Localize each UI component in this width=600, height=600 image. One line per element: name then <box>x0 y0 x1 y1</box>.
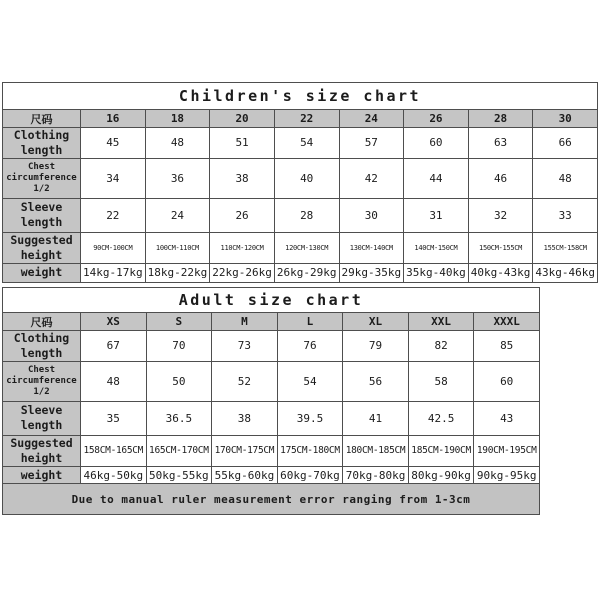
adult-size-header: M <box>212 313 278 331</box>
children-size-value: 18kg-22kg <box>145 263 210 282</box>
children-size-value: 130CM-140CM <box>339 232 404 263</box>
children-size-header: 24 <box>339 110 404 128</box>
children-size-value: 29kg-35kg <box>339 263 404 282</box>
adult-size-value: 48 <box>81 361 147 401</box>
children-row-label: Suggested height <box>3 232 81 263</box>
adult-size-value: 85 <box>474 331 540 362</box>
adult-size-value: 175CM-180CM <box>277 435 343 466</box>
adult-size-value: 79 <box>343 331 409 362</box>
adult-size-value: 41 <box>343 401 409 435</box>
children-size-value: 63 <box>468 128 533 159</box>
children-size-chart-table <box>2 82 598 283</box>
adult-row-label: Clothing length <box>3 331 81 362</box>
children-size-value: 120CM-130CM <box>274 232 339 263</box>
children-size-value: 57 <box>339 128 404 159</box>
adult-size-value: 39.5 <box>277 401 343 435</box>
children-size-value: 140CM-150CM <box>404 232 469 263</box>
table-row <box>3 435 540 466</box>
adult-title-row <box>3 288 540 313</box>
children-size-header: 26 <box>404 110 469 128</box>
children-size-value: 60 <box>404 128 469 159</box>
children-size-value: 24 <box>145 198 210 232</box>
adult-size-corner-label: 尺码 <box>3 313 81 331</box>
adult-row-label: Chest circumference 1/2 <box>3 361 81 401</box>
children-size-value: 33 <box>533 198 598 232</box>
adult-size-value: 60 <box>474 361 540 401</box>
adult-size-value: 46kg-50kg <box>81 466 147 484</box>
children-size-value: 155CM-158CM <box>533 232 598 263</box>
table-row <box>3 401 540 435</box>
children-size-value: 14kg-17kg <box>81 263 146 282</box>
adult-size-value: 90kg-95kg <box>474 466 540 484</box>
adult-size-value: 58 <box>408 361 474 401</box>
adult-row-label: Suggested height <box>3 435 81 466</box>
children-row-label: Clothing length <box>3 128 81 159</box>
table-row <box>3 232 598 263</box>
table-row <box>3 361 540 401</box>
children-size-value: 40kg-43kg <box>468 263 533 282</box>
children-size-value: 42 <box>339 158 404 198</box>
adult-size-value: 82 <box>408 331 474 362</box>
adult-size-header: XL <box>343 313 409 331</box>
adult-size-value: 42.5 <box>408 401 474 435</box>
children-size-header: 30 <box>533 110 598 128</box>
children-size-value: 54 <box>274 128 339 159</box>
children-size-value: 43kg-46kg <box>533 263 598 282</box>
children-size-value: 100CM-110CM <box>145 232 210 263</box>
adult-size-value: 54 <box>277 361 343 401</box>
children-size-value: 26kg-29kg <box>274 263 339 282</box>
adult-size-value: 170CM-175CM <box>212 435 278 466</box>
adult-size-value: 80kg-90kg <box>408 466 474 484</box>
adult-size-value: 165CM-170CM <box>146 435 212 466</box>
table-row <box>3 158 598 198</box>
table-row <box>3 198 598 232</box>
adult-size-value: 70 <box>146 331 212 362</box>
adult-size-value: 185CM-190CM <box>408 435 474 466</box>
children-size-value: 22 <box>81 198 146 232</box>
children-size-value: 36 <box>145 158 210 198</box>
adult-size-header: L <box>277 313 343 331</box>
children-size-value: 66 <box>533 128 598 159</box>
table-row <box>3 331 540 362</box>
children-size-value: 48 <box>533 158 598 198</box>
children-size-value: 90CM-100CM <box>81 232 146 263</box>
adult-size-value: 50kg-55kg <box>146 466 212 484</box>
children-size-header: 18 <box>145 110 210 128</box>
children-size-header: 20 <box>210 110 275 128</box>
adult-size-value: 180CM-185CM <box>343 435 409 466</box>
adult-size-value: 50 <box>146 361 212 401</box>
children-row-label: weight <box>3 263 81 282</box>
children-size-value: 32 <box>468 198 533 232</box>
children-size-corner-label: 尺码 <box>3 110 81 128</box>
adult-header-row <box>3 313 540 331</box>
adult-size-value: 52 <box>212 361 278 401</box>
children-size-value: 110CM-120CM <box>210 232 275 263</box>
adult-size-chart-table <box>2 287 540 485</box>
adult-size-value: 35 <box>81 401 147 435</box>
adult-size-value: 73 <box>212 331 278 362</box>
children-size-value: 150CM-155CM <box>468 232 533 263</box>
children-size-value: 40 <box>274 158 339 198</box>
children-row-label: Chest circumference 1/2 <box>3 158 81 198</box>
children-size-value: 38 <box>210 158 275 198</box>
adult-size-value: 76 <box>277 331 343 362</box>
measurement-note: Due to manual ruler measurement error ranging from 1-3cm <box>2 483 540 515</box>
table-row <box>3 128 598 159</box>
children-size-header: 22 <box>274 110 339 128</box>
adult-row-label: weight <box>3 466 81 484</box>
adult-size-value: 55kg-60kg <box>212 466 278 484</box>
children-header-row <box>3 110 598 128</box>
children-size-value: 44 <box>404 158 469 198</box>
adult-size-value: 190CM-195CM <box>474 435 540 466</box>
children-size-value: 51 <box>210 128 275 159</box>
adult-size-value: 158CM-165CM <box>81 435 147 466</box>
adult-size-value: 67 <box>81 331 147 362</box>
adult-chart-title: Adult size chart <box>3 288 540 313</box>
adult-size-value: 60kg-70kg <box>277 466 343 484</box>
adult-size-value: 43 <box>474 401 540 435</box>
children-size-value: 28 <box>274 198 339 232</box>
adult-size-header: XXL <box>408 313 474 331</box>
children-size-value: 48 <box>145 128 210 159</box>
table-row <box>3 466 540 484</box>
children-title-row <box>3 83 598 110</box>
children-size-value: 45 <box>81 128 146 159</box>
adult-size-header: S <box>146 313 212 331</box>
children-size-value: 46 <box>468 158 533 198</box>
children-size-value: 26 <box>210 198 275 232</box>
adult-size-header: XS <box>81 313 147 331</box>
adult-size-value: 70kg-80kg <box>343 466 409 484</box>
children-row-label: Sleeve length <box>3 198 81 232</box>
adult-size-value: 38 <box>212 401 278 435</box>
adult-row-label: Sleeve length <box>3 401 81 435</box>
children-size-value: 22kg-26kg <box>210 263 275 282</box>
children-size-value: 35kg-40kg <box>404 263 469 282</box>
adult-size-header: XXXL <box>474 313 540 331</box>
children-chart-title: Children's size chart <box>3 83 598 110</box>
children-size-value: 30 <box>339 198 404 232</box>
children-size-header: 16 <box>81 110 146 128</box>
table-row <box>3 263 598 282</box>
children-size-value: 34 <box>81 158 146 198</box>
adult-size-value: 36.5 <box>146 401 212 435</box>
adult-size-value: 56 <box>343 361 409 401</box>
children-size-header: 28 <box>468 110 533 128</box>
children-size-value: 31 <box>404 198 469 232</box>
